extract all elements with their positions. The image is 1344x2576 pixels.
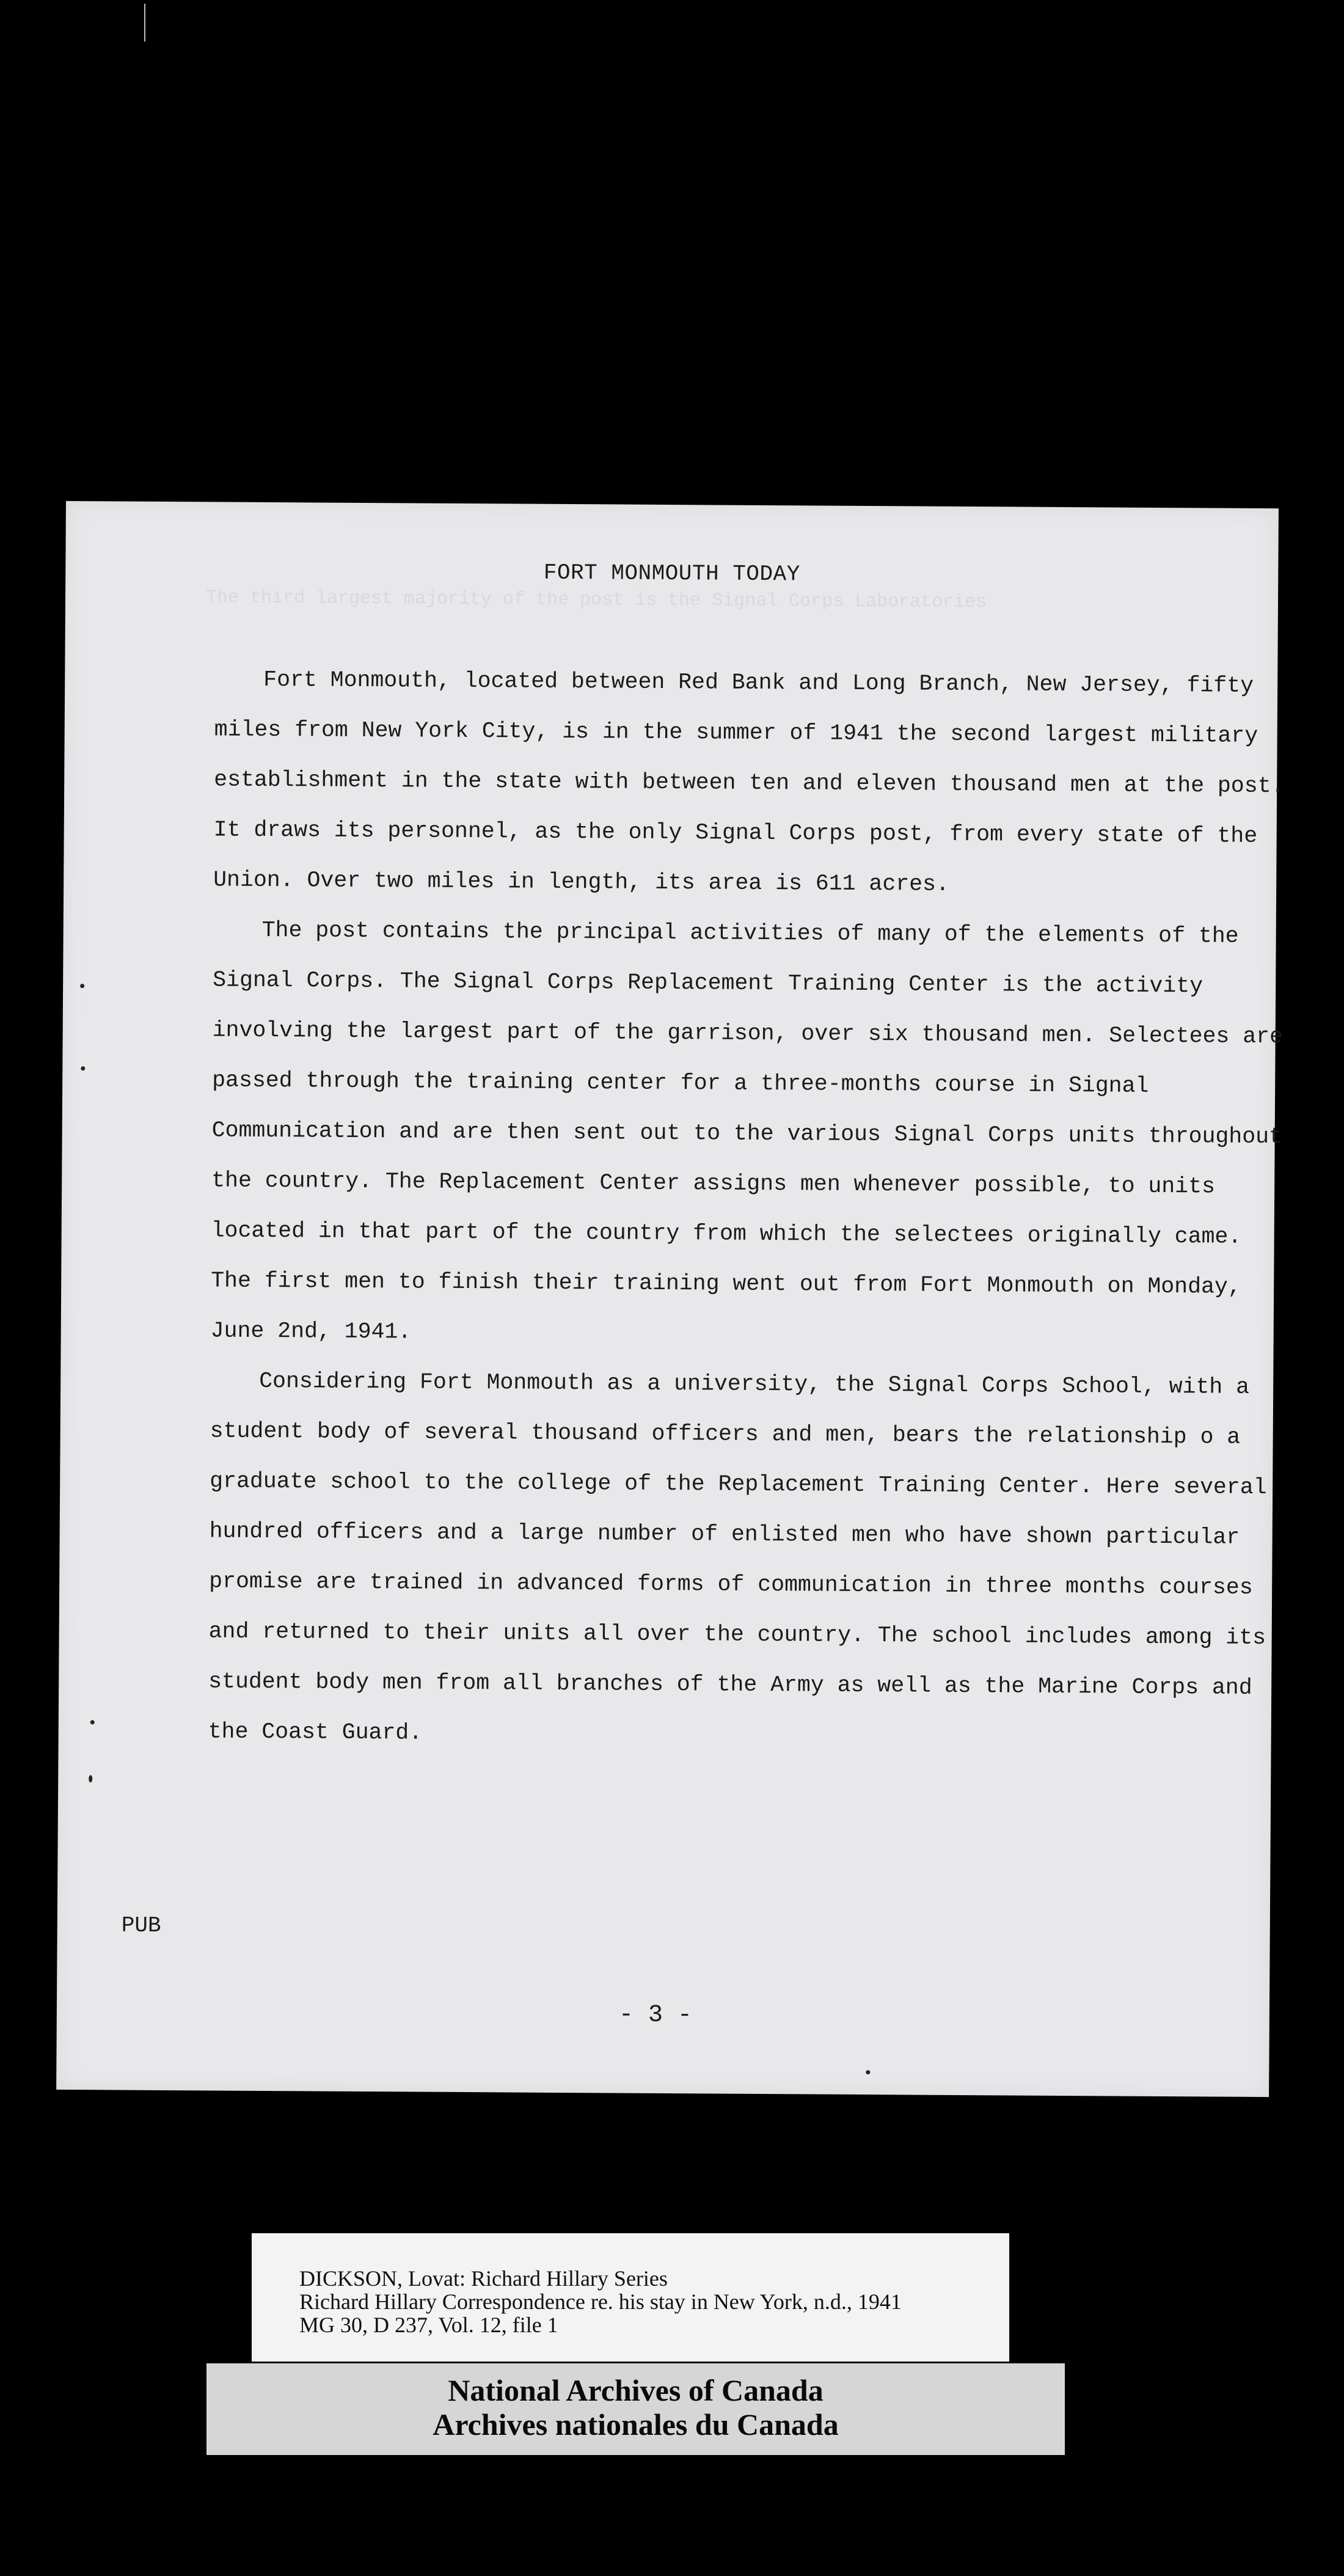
document-page	[56, 501, 1285, 2097]
speck-mark	[80, 984, 84, 988]
label-line-3: MG 30, D 237, Vol. 12, file 1	[299, 2313, 558, 2337]
bleed-through-text: The third largest majority of the post is the Signal Corps Laboratories	[205, 587, 987, 613]
paragraph-2: The post contains the principal activities of many of the elements of the Signal Corps. The Signal Corps Replacement Training Center is the activity involving the largest part of the garrison, over six thousand men. Selectees are passed through the training center for a three-months course in Signal Communication and are then sent out to the various Signal Corps units throughout the country. The Replacement Center assigns men whenever possible, to units located in that part of the country from which the selectees originally came. The first men to finish their training went out from Fort Monmouth on Monday, June 2nd, 1941.	[210, 917, 1284, 1345]
speck-mark	[90, 1720, 95, 1724]
archive-reference-label	[252, 2233, 1009, 2362]
speck-mark	[866, 2070, 870, 2074]
document-title: FORT MONMOUTH TODAY	[543, 560, 800, 587]
scan-artifact-line	[144, 4, 145, 42]
archive-name-fr: Archives nationales du Canada	[433, 2407, 839, 2442]
document-body	[208, 654, 1290, 1763]
ref-code: PUB	[121, 1912, 161, 1938]
speck-mark	[89, 1775, 92, 1782]
paragraph-3: Considering Fort Monmouth as a university, the Signal Corps School, with a student body of several thousand officers and men, bears the relationship o a graduate school to the college of the Replacement Training Center. Here several hundred officers and a large number of enlisted men who have shown particular promise are trained in advanced forms of communication in three months courses and returned to their units all over the country. The school includes among its student body men from all branches of the Army as well as the Marine Corps and the Coast Guard.	[208, 1368, 1267, 1746]
archive-stamp	[206, 2363, 1065, 2455]
page-number: - 3 -	[618, 2001, 693, 2030]
speck-mark	[81, 1066, 85, 1070]
paragraph-1: Fort Monmouth, located between Red Bank and Long Branch, New Jersey, fifty miles from New York City, is in the summer of 1941 the second largest military establishment in the state with between ten and eleven thousand men at the post. It draws its personnel, as the only Signal Corps post, from every state of the Union. Over two miles in length, its area is 611 acres.	[213, 667, 1285, 897]
archive-name-en: National Archives of Canada	[448, 2373, 824, 2407]
label-line-1: DICKSON, Lovat: Richard Hillary Series	[299, 2266, 668, 2291]
label-line-2: Richard Hillary Correspondence re. his stay in New York, n.d., 1941	[299, 2289, 902, 2314]
